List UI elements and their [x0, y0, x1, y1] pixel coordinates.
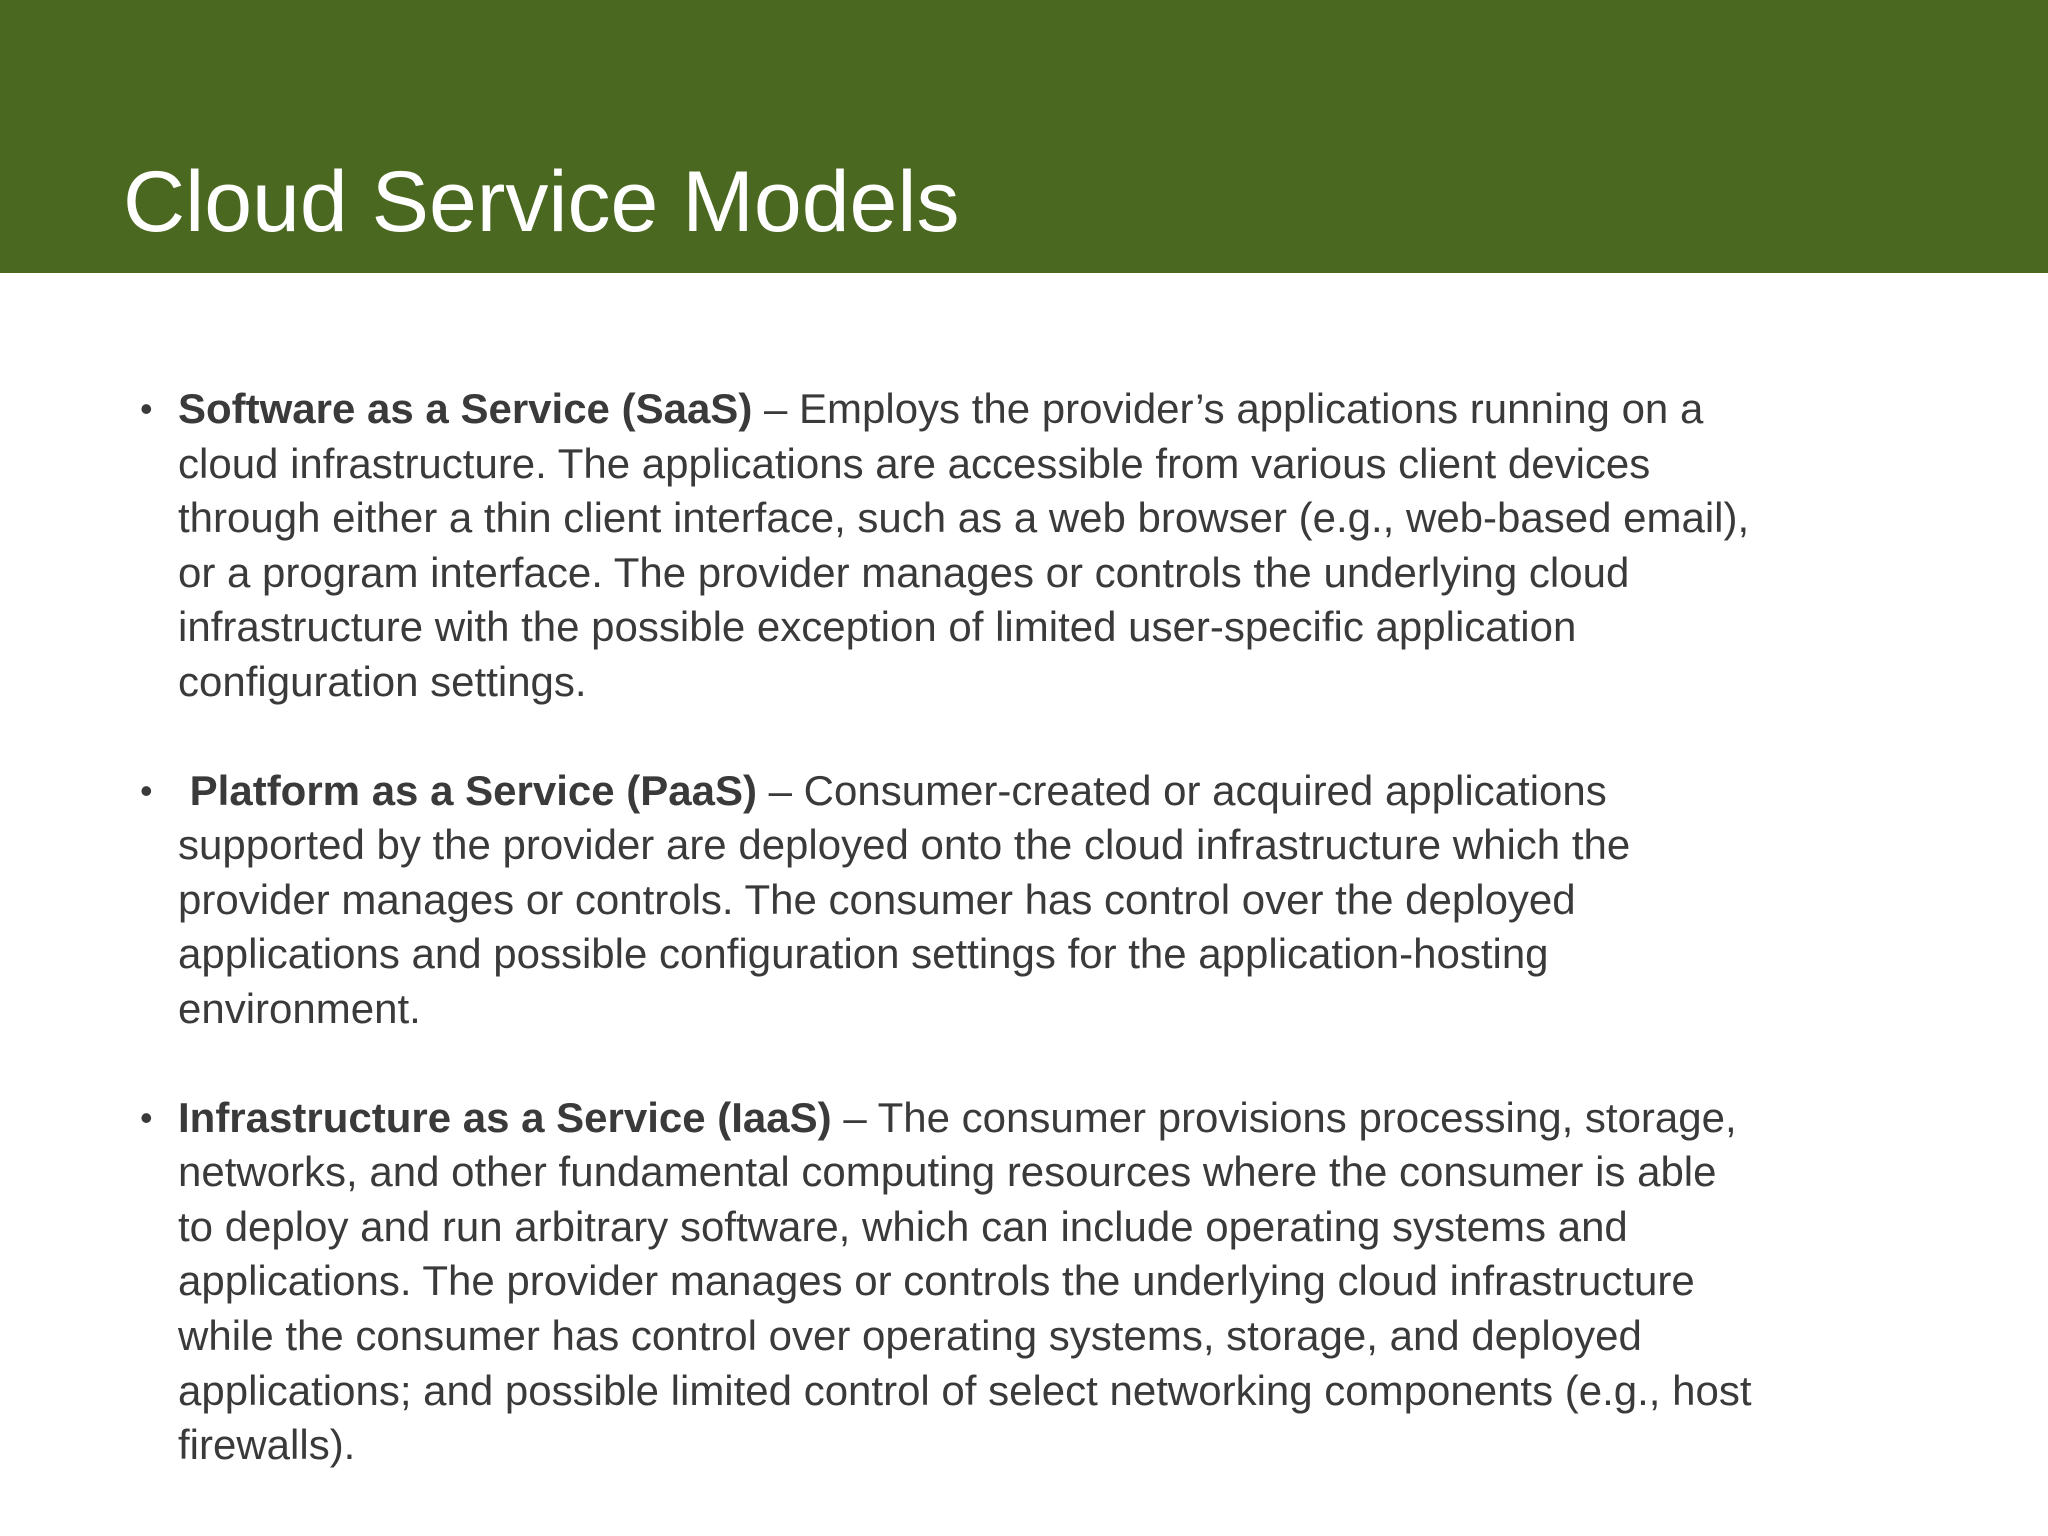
bullet-text-saas: – Employs the provider’s applications running on a cloud infrastructure. The applications are accessible from various client devices through either a thin client interface, such as a web browser (e.g., web-based email), or a program interface. The provider manages or controls the underlying cloud infrastructure with the possible exception of limited user-specific application configuration settings.	[178, 385, 1750, 705]
bullet-term-iaas: Infrastructure as a Service (IaaS)	[178, 1093, 832, 1141]
bullet-iaas	[140, 1091, 1758, 1473]
bullet-paas	[140, 764, 1758, 1037]
bullet-lead	[178, 767, 190, 814]
bullet-marker: •	[140, 769, 153, 811]
bullet-text-paas: – Consumer-created or acquired applications supported by the provider are deployed onto the cloud infrastructure which the provider manages or controls. The consumer has control over the deployed applications and possible configuration settings for the application-hosting environment.	[178, 766, 1631, 1032]
bullet-list	[140, 382, 1758, 1473]
bullet-term-saas: Software as a Service (SaaS)	[178, 385, 753, 432]
bullet-saas	[140, 382, 1758, 710]
bullet-marker: •	[140, 388, 153, 429]
slide-title: Cloud Service Models	[123, 154, 960, 250]
bullet-text-iaas: – The consumer provisions processing, storage, networks, and other fundamental computing resources where the consumer is able to deploy and run arbitrary software, which can include operating systems and applications. The provider manages or controls the underlying cloud infrastructure while the consumer has control over operating systems, storage, and deployed applications; and possible limited control of select networking components (e.g., host firewalls).	[178, 1093, 1752, 1469]
bullet-term-paas: Platform as a Service (PaaS)	[189, 766, 757, 814]
bullet-marker: •	[140, 1096, 153, 1138]
title-banner	[0, 0, 2048, 273]
